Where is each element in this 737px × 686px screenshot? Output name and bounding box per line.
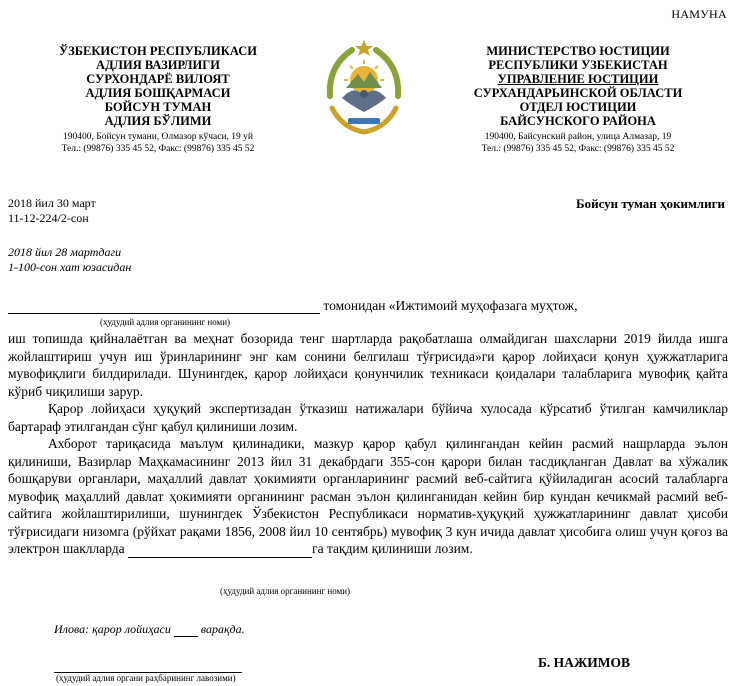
document-number: 11-12-224/2-сон	[8, 211, 89, 225]
header-left	[8, 44, 308, 155]
organ-name-caption: (ҳудудий адлия органининг номи)	[100, 317, 231, 327]
inline-caption: (ҳудудий адлия органининг номи)	[220, 586, 351, 596]
recipient: Бойсун туман ҳокимлиги	[576, 196, 725, 211]
document-date: 2018 йил 30 март	[8, 196, 96, 210]
header-right-contacts: 190400, Байсунский район, улица Алмазар, 19 Тел.: (99876) 335 45 52, Факс: (99876) 335 45 52	[481, 132, 675, 154]
header-right-title: МИНИСТЕРСТВО ЮСТИЦИИ РЕСПУБЛИКИ УЗБЕКИСТАН УПРАВЛЕНИЕ ЮСТИЦИИ СУРХАНДАРЬИНСКОЙ ОБЛАСТИ ОТДЕЛ ЮСТИЦИИ БАЙСУНСКОГО РАЙОНА	[473, 44, 683, 128]
signatory-caption: (ҳудудий адлия органи раҳбарининг лавозими)	[56, 673, 236, 683]
page-count-blank	[174, 624, 198, 637]
header-left-contacts: 190400, Бойсун тумани, Олмазор кўчаси, 19 уй Тел.: (99876) 335 45 52, Факс: (99876) 335 45 52	[61, 132, 255, 154]
first-line-tail: томонидан «Ижтимоий муҳофазага муҳтож,	[323, 298, 578, 313]
reference: 2018 йил 28 мартдаги 1-100-сон хат юзасидан	[8, 245, 132, 274]
header-right	[428, 44, 728, 155]
paragraph-1: иш топишда қийналаётган ва меҳнат бозорида тенг шартларда рақобатлаша олмайдиган шахсларни 2019 йилда ишга жойлаштириш учун иш ўринларининг энг кам сонини белгилаш тўғрисида»ги қарор лойиҳаси қонун ҳужжатларига мувофиқлиги билдирилади. Шунингдек, қарор лойиҳаси қонунчилик техникаси қоидалари талабларига мувофиқ қайта кўриб чиқилиши зарур.	[8, 331, 728, 399]
header-left-title: ЎЗБЕКИСТОН РЕСПУБЛИКАСИ АДЛИЯ ВАЗИРЛИГИ СУРХОНДАРЁ ВИЛОЯТ АДЛИЯ БОШҚАРМАСИ БОЙСУН ТУМАН АДЛИЯ БЎЛИМИ	[58, 44, 258, 128]
letter-body	[8, 330, 728, 558]
organ-name-blank	[8, 297, 320, 314]
body-first-line	[8, 297, 728, 317]
organ-name-blank-inline	[128, 543, 312, 558]
paragraph-2: Қарор лойиҳаси ҳуқуқий экспертизадан ўтказиш натижалари бўйича хулосада кўрсатиб ўтилган камчиликлар бартараф этилгандан сўнг қабул қилиниши лозим.	[8, 401, 728, 434]
attachment-note: Илова: қарор лойиҳаси варақда.	[54, 622, 245, 636]
signatory-name: Б. НАЖИМОВ	[538, 655, 631, 670]
state-emblem-icon	[312, 36, 416, 140]
sample-label: НАМУНА	[671, 7, 727, 21]
paragraph-3: Ахборот тариқасида маълум қилинадики, мазкур қарор қабул қилингандан кейин расмий нашрларда эълон қилиниши, Вазирлар Маҳкамасининг 2013 йил 31 декабрдаги 355-сон қарори билан тасдиқланган Давлат ва хўжалик бошқаруви органлари, маҳаллий давлат ҳокимияти органларининг расмий веб-сайтига қўйиладиган асосий талабларга мувофиқ маҳаллий давлат ҳокимияти органининг расман эълон қилинганидан кейин бир кундан кечикмай расмий веб-сайтига жойлаштирилиши, шунингдек Ўзбекистон Республикаси норматив-ҳуқуқий ҳужжатларининг давлат ҳисоби тўғрисидаги низомга (рўйхат рақами 1856, 2008 йил 10 сентябрь) мувофиқ 3 кун ичида давлат ҳисобига олиш учун қоғоз ва электрон шаклларда га тақдим қилиниши лозим.	[8, 436, 728, 556]
